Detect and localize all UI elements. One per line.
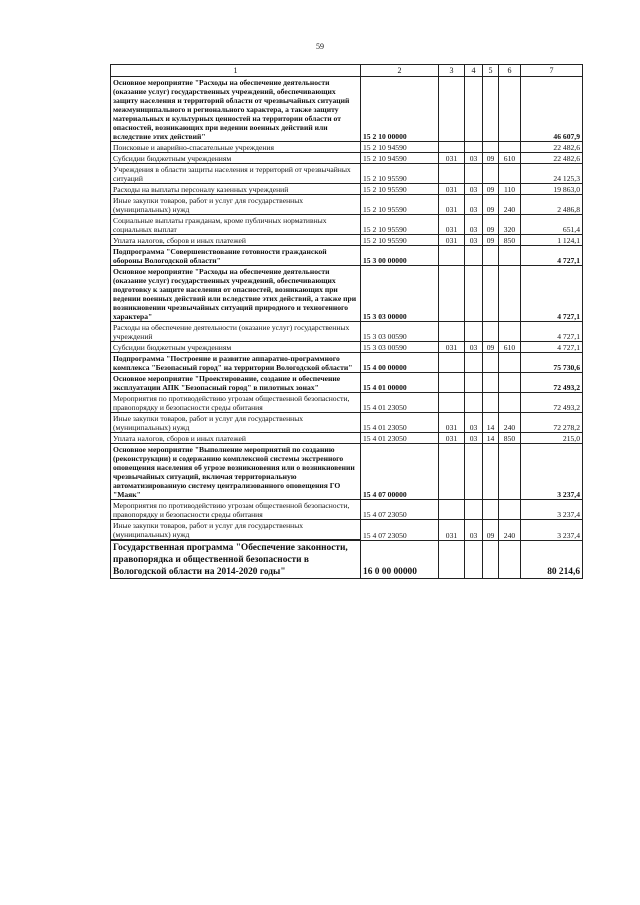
row-name-cell: Мероприятия по противодействию угрозам общественной безопасности, правопорядку и безопасности среды обитания bbox=[111, 500, 361, 520]
row-code-cell: 15 2 10 95590 bbox=[361, 195, 439, 215]
table-row bbox=[111, 164, 583, 184]
row-name-cell: Иные закупки товаров, работ и услуг для государственных (муниципальных) нужд bbox=[111, 520, 361, 541]
row-sum-cell: 3 237,4 bbox=[521, 520, 583, 541]
page-number: 59 bbox=[316, 42, 324, 51]
row-subsection-cell bbox=[483, 353, 499, 373]
table-row bbox=[111, 413, 583, 433]
row-section-cell bbox=[465, 353, 483, 373]
row-code-cell: 15 2 10 95590 bbox=[361, 184, 439, 195]
table-row bbox=[111, 342, 583, 353]
row-sum-cell: 72 493,2 bbox=[521, 393, 583, 413]
table-row bbox=[111, 540, 583, 579]
row-code-cell: 15 2 10 95590 bbox=[361, 215, 439, 235]
row-section-cell: 03 bbox=[465, 342, 483, 353]
row-grbs-cell bbox=[439, 322, 465, 342]
row-name-cell: Основное мероприятие "Выполнение мероприятий по созданию (реконструкции) и содержанию комплексной системы экстренного оповещения населения об угрозе возникновения или о возникновении чрезвычайных ситуаций, включая территориальную автоматизированную систему централизованного оповещения ГО "Маяк" bbox=[111, 444, 361, 500]
row-sum-cell: 215,0 bbox=[521, 433, 583, 444]
row-grbs-cell bbox=[439, 266, 465, 322]
row-section-cell: 03 bbox=[465, 184, 483, 195]
row-expense-type-cell: 610 bbox=[499, 153, 521, 164]
row-expense-type-cell bbox=[499, 373, 521, 393]
row-grbs-cell: 031 bbox=[439, 184, 465, 195]
row-name-cell: Учреждения в области защиты населения и территорий от чрезвычайных ситуаций bbox=[111, 164, 361, 184]
row-name-cell: Основное мероприятие "Проектирование, создание и обеспечение эксплуатации АПК "Безопасный город" в пилотных зонах" bbox=[111, 373, 361, 393]
table-row bbox=[111, 322, 583, 342]
row-name-cell: Расходы на выплаты персоналу казенных учреждений bbox=[111, 184, 361, 195]
row-expense-type-cell bbox=[499, 393, 521, 413]
row-name-cell: Уплата налогов, сборов и иных платежей bbox=[111, 433, 361, 444]
row-code-cell: 15 4 01 00000 bbox=[361, 373, 439, 393]
row-section-cell: 03 bbox=[465, 433, 483, 444]
row-code-cell: 15 4 01 23050 bbox=[361, 413, 439, 433]
row-code-cell: 15 2 10 95590 bbox=[361, 235, 439, 246]
row-expense-type-cell bbox=[499, 164, 521, 184]
table-row bbox=[111, 184, 583, 195]
row-section-cell bbox=[465, 246, 483, 266]
table-row bbox=[111, 142, 583, 153]
row-subsection-cell: 09 bbox=[483, 520, 499, 541]
row-expense-type-cell bbox=[499, 246, 521, 266]
table-row bbox=[111, 77, 583, 142]
row-grbs-cell bbox=[439, 540, 465, 579]
row-sum-cell: 2 486,8 bbox=[521, 195, 583, 215]
row-name-cell: Иные закупки товаров, работ и услуг для государственных (муниципальных) нужд bbox=[111, 195, 361, 215]
row-name-cell: Подпрограмма "Построение и развитие аппаратно-программного комплекса "Безопасный город" на территории Вологодской области" bbox=[111, 353, 361, 373]
row-code-cell: 15 4 07 00000 bbox=[361, 444, 439, 500]
row-code-cell: 15 4 07 23050 bbox=[361, 500, 439, 520]
table-row bbox=[111, 520, 583, 541]
row-grbs-cell bbox=[439, 77, 465, 142]
row-grbs-cell: 031 bbox=[439, 342, 465, 353]
row-grbs-cell bbox=[439, 500, 465, 520]
table-body bbox=[111, 65, 583, 579]
row-section-cell bbox=[465, 322, 483, 342]
row-grbs-cell bbox=[439, 246, 465, 266]
table-row bbox=[111, 195, 583, 215]
row-subsection-cell bbox=[483, 500, 499, 520]
table-row bbox=[111, 373, 583, 393]
row-grbs-cell bbox=[439, 353, 465, 373]
row-sum-cell: 19 863,0 bbox=[521, 184, 583, 195]
row-expense-type-cell bbox=[499, 77, 521, 142]
table-row bbox=[111, 353, 583, 373]
row-expense-type-cell bbox=[499, 266, 521, 322]
row-name-cell: Основное мероприятие "Расходы на обеспечение деятельности (оказание услуг) государственных учреждений, обеспечивающих защиту населения и территорий области от чрезвычайных ситуаций межмуниципального и регионального характера, а также защиту материальных и культурных ценностей на территории области от опасностей, возникающих при ведении военных действий или вследствие этих действий" bbox=[111, 77, 361, 142]
row-code-cell: 15 2 10 00000 bbox=[361, 77, 439, 142]
row-grbs-cell: 031 bbox=[439, 195, 465, 215]
row-sum-cell: 3 237,4 bbox=[521, 500, 583, 520]
row-sum-cell: 4 727,1 bbox=[521, 342, 583, 353]
row-code-cell: 15 4 00 00000 bbox=[361, 353, 439, 373]
header-cell-code: 2 bbox=[361, 65, 439, 77]
row-sum-cell: 4 727,1 bbox=[521, 322, 583, 342]
row-section-cell: 03 bbox=[465, 413, 483, 433]
row-subsection-cell bbox=[483, 77, 499, 142]
row-sum-cell: 75 730,6 bbox=[521, 353, 583, 373]
row-sum-cell: 3 237,4 bbox=[521, 444, 583, 500]
row-subsection-cell bbox=[483, 142, 499, 153]
row-grbs-cell bbox=[439, 373, 465, 393]
row-grbs-cell: 031 bbox=[439, 215, 465, 235]
row-section-cell bbox=[465, 373, 483, 393]
row-grbs-cell: 031 bbox=[439, 520, 465, 541]
row-subsection-cell bbox=[483, 393, 499, 413]
row-sum-cell: 46 607,9 bbox=[521, 77, 583, 142]
table-row bbox=[111, 246, 583, 266]
row-sum-cell: 1 124,1 bbox=[521, 235, 583, 246]
row-sum-cell: 4 727,1 bbox=[521, 266, 583, 322]
row-code-cell: 15 4 07 23050 bbox=[361, 520, 439, 541]
row-expense-type-cell: 240 bbox=[499, 195, 521, 215]
row-section-cell bbox=[465, 77, 483, 142]
row-section-cell bbox=[465, 540, 483, 579]
row-expense-type-cell: 240 bbox=[499, 520, 521, 541]
row-subsection-cell: 09 bbox=[483, 184, 499, 195]
row-grbs-cell: 031 bbox=[439, 433, 465, 444]
row-expense-type-cell: 850 bbox=[499, 235, 521, 246]
row-code-cell: 15 2 10 94590 bbox=[361, 153, 439, 164]
row-code-cell: 16 0 00 00000 bbox=[361, 540, 439, 579]
row-code-cell: 15 3 03 00590 bbox=[361, 342, 439, 353]
row-expense-type-cell: 240 bbox=[499, 413, 521, 433]
header-cell-subsection: 5 bbox=[483, 65, 499, 77]
row-section-cell bbox=[465, 500, 483, 520]
row-code-cell: 15 3 03 00000 bbox=[361, 266, 439, 322]
row-code-cell: 15 2 10 94590 bbox=[361, 142, 439, 153]
table-row bbox=[111, 500, 583, 520]
row-grbs-cell bbox=[439, 444, 465, 500]
table-row bbox=[111, 266, 583, 322]
header-cell-name: 1 bbox=[111, 65, 361, 77]
row-grbs-cell: 031 bbox=[439, 413, 465, 433]
header-cell-grbs: 3 bbox=[439, 65, 465, 77]
row-subsection-cell: 09 bbox=[483, 153, 499, 164]
row-expense-type-cell: 110 bbox=[499, 184, 521, 195]
row-subsection-cell: 09 bbox=[483, 215, 499, 235]
row-section-cell bbox=[465, 266, 483, 322]
row-expense-type-cell bbox=[499, 540, 521, 579]
row-section-cell: 03 bbox=[465, 195, 483, 215]
row-expense-type-cell bbox=[499, 322, 521, 342]
row-name-cell: Подпрограмма "Совершенствование готовности гражданской обороны Вологодской области" bbox=[111, 246, 361, 266]
row-expense-type-cell bbox=[499, 353, 521, 373]
row-expense-type-cell bbox=[499, 444, 521, 500]
row-sum-cell: 651,4 bbox=[521, 215, 583, 235]
row-subsection-cell bbox=[483, 373, 499, 393]
row-code-cell: 15 4 01 23050 bbox=[361, 433, 439, 444]
header-cell-sum: 7 bbox=[521, 65, 583, 77]
table-row bbox=[111, 433, 583, 444]
row-name-cell: Основное мероприятие "Расходы на обеспечение деятельности (оказание услуг) государственных учреждений, обеспечивающих подготовку к защите населения от опасностей, возникающих при ведении военных действий или вследствие этих действий, а также при возникновении чрезвычайных ситуаций природного и техногенного характера" bbox=[111, 266, 361, 322]
row-subsection-cell: 14 bbox=[483, 433, 499, 444]
row-grbs-cell: 031 bbox=[439, 235, 465, 246]
table-row bbox=[111, 153, 583, 164]
row-grbs-cell bbox=[439, 164, 465, 184]
row-grbs-cell bbox=[439, 393, 465, 413]
row-section-cell bbox=[465, 142, 483, 153]
row-section-cell: 03 bbox=[465, 153, 483, 164]
row-sum-cell: 22 482,6 bbox=[521, 142, 583, 153]
row-expense-type-cell: 320 bbox=[499, 215, 521, 235]
row-name-cell: Субсидии бюджетным учреждениям bbox=[111, 342, 361, 353]
row-section-cell bbox=[465, 164, 483, 184]
row-name-cell: Поисковые и аварийно-спасательные учреждения bbox=[111, 142, 361, 153]
row-subsection-cell bbox=[483, 164, 499, 184]
header-cell-expense-type: 6 bbox=[499, 65, 521, 77]
row-name-cell: Мероприятия по противодействию угрозам общественной безопасности, правопорядку и безопасности среды обитания bbox=[111, 393, 361, 413]
row-subsection-cell bbox=[483, 246, 499, 266]
row-code-cell: 15 3 00 00000 bbox=[361, 246, 439, 266]
row-subsection-cell: 09 bbox=[483, 195, 499, 215]
row-grbs-cell: 031 bbox=[439, 153, 465, 164]
row-sum-cell: 24 125,3 bbox=[521, 164, 583, 184]
row-name-cell: Расходы на обеспечение деятельности (оказание услуг) государственных учреждений bbox=[111, 322, 361, 342]
row-code-cell: 15 2 10 95590 bbox=[361, 164, 439, 184]
row-sum-cell: 22 482,6 bbox=[521, 153, 583, 164]
row-code-cell: 15 4 01 23050 bbox=[361, 393, 439, 413]
row-subsection-cell: 09 bbox=[483, 235, 499, 246]
row-name-cell: Уплата налогов, сборов и иных платежей bbox=[111, 235, 361, 246]
row-subsection-cell bbox=[483, 322, 499, 342]
row-expense-type-cell: 610 bbox=[499, 342, 521, 353]
row-subsection-cell bbox=[483, 540, 499, 579]
row-name-cell: Субсидии бюджетным учреждениям bbox=[111, 153, 361, 164]
row-subsection-cell bbox=[483, 266, 499, 322]
row-subsection-cell: 09 bbox=[483, 342, 499, 353]
row-grbs-cell bbox=[439, 142, 465, 153]
budget-table bbox=[110, 64, 583, 579]
row-section-cell: 03 bbox=[465, 235, 483, 246]
table-row bbox=[111, 444, 583, 500]
row-code-cell: 15 3 03 00590 bbox=[361, 322, 439, 342]
row-sum-cell: 4 727,1 bbox=[521, 246, 583, 266]
row-section-cell: 03 bbox=[465, 520, 483, 541]
row-section-cell bbox=[465, 444, 483, 500]
row-section-cell bbox=[465, 393, 483, 413]
row-subsection-cell: 14 bbox=[483, 413, 499, 433]
table-row bbox=[111, 393, 583, 413]
table-row bbox=[111, 215, 583, 235]
row-expense-type-cell: 850 bbox=[499, 433, 521, 444]
row-expense-type-cell bbox=[499, 500, 521, 520]
row-name-cell: Социальные выплаты гражданам, кроме публичных нормативных социальных выплат bbox=[111, 215, 361, 235]
row-subsection-cell bbox=[483, 444, 499, 500]
row-sum-cell: 72 493,2 bbox=[521, 373, 583, 393]
row-name-cell: Государственная программа "Обеспечение законности, правопорядка и общественной безопасности в Вологодской области на 2014-2020 годы" bbox=[111, 540, 361, 579]
table-row bbox=[111, 235, 583, 246]
row-expense-type-cell bbox=[499, 142, 521, 153]
row-name-cell: Иные закупки товаров, работ и услуг для государственных (муниципальных) нужд bbox=[111, 413, 361, 433]
header-cell-section: 4 bbox=[465, 65, 483, 77]
row-sum-cell: 80 214,6 bbox=[521, 540, 583, 579]
row-section-cell: 03 bbox=[465, 215, 483, 235]
table-header-row bbox=[111, 65, 583, 77]
row-sum-cell: 72 278,2 bbox=[521, 413, 583, 433]
